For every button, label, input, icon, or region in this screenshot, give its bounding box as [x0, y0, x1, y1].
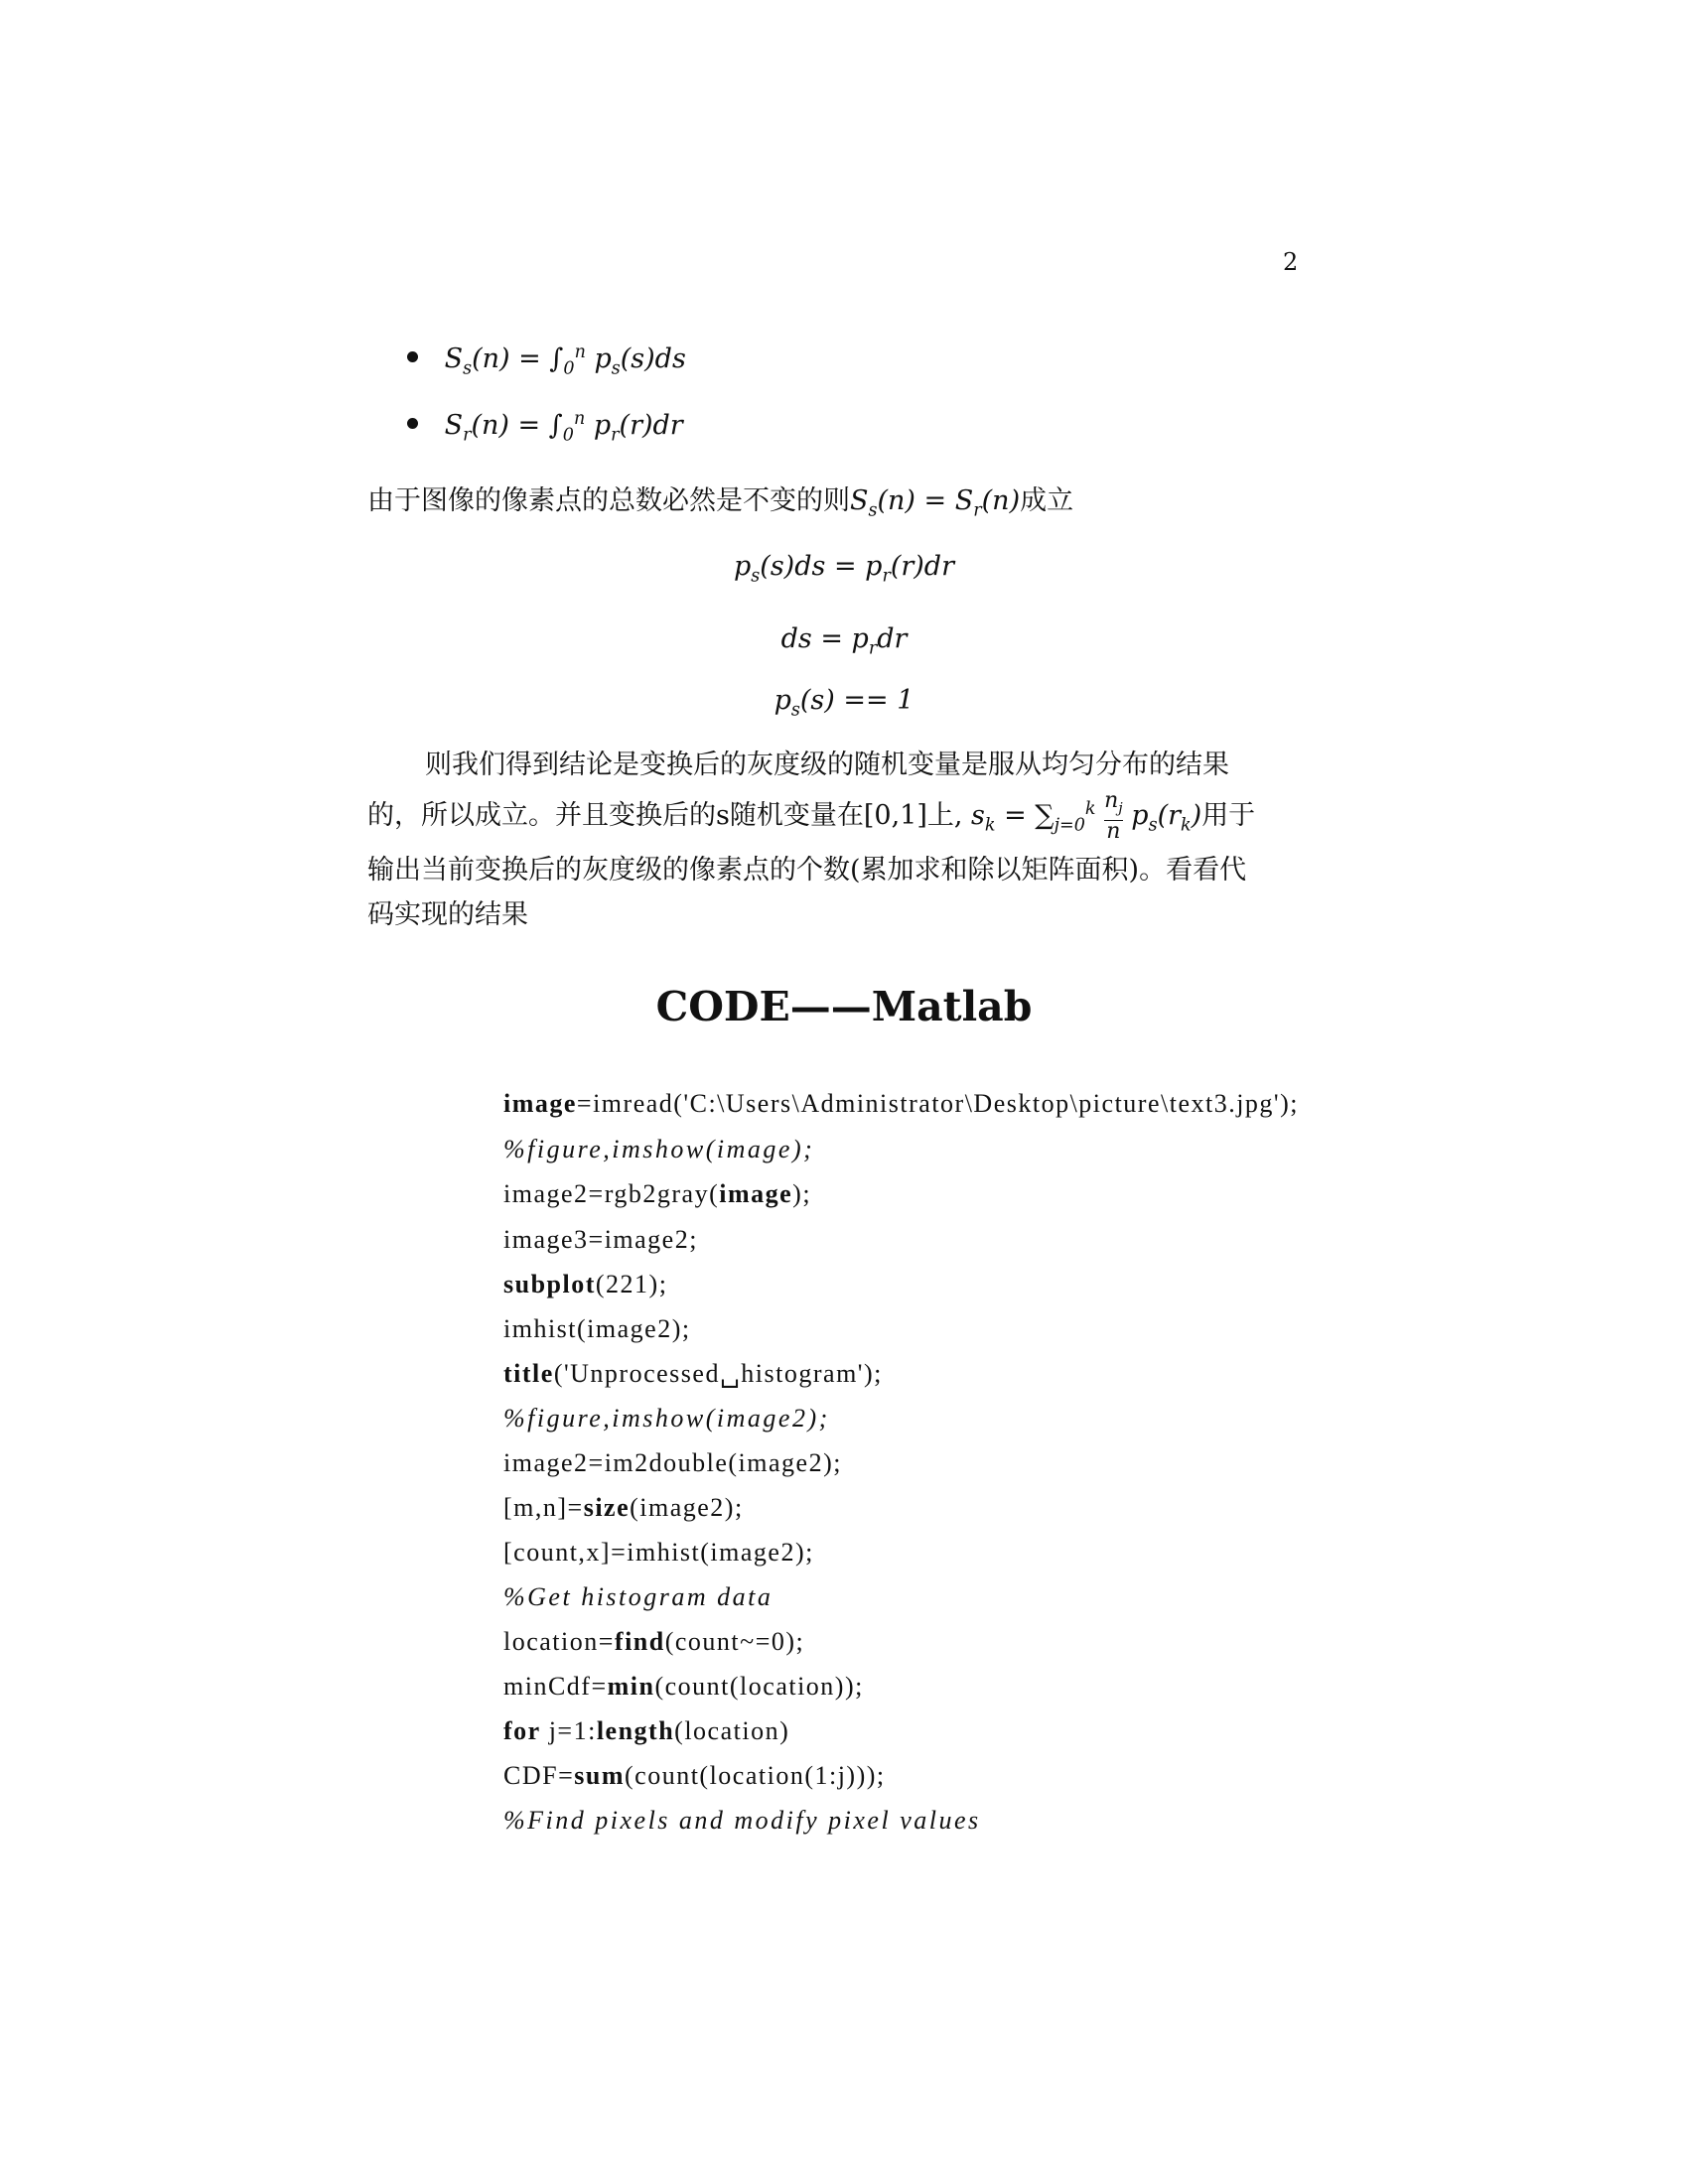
code-comment: %Find pixels and modify pixel values [503, 1806, 981, 1835]
code-line: image=imread('C:\Users\Administrator\Desktop\picture\text3.jpg'); [503, 1089, 1299, 1118]
paragraph-line: 码实现的结果 [367, 899, 528, 931]
equation: $p_s(s) == 1$ [774, 685, 914, 721]
section-heading: CODE——Matlab [655, 983, 1033, 1030]
equation: $p_s(s)ds = p_r(r)dr$ [734, 551, 954, 587]
formula: $S_r(n) = \int_0^n$ $p_r(r)dr$ [444, 409, 683, 446]
code-line: CDF=sum(count(location(1:j))); [503, 1761, 886, 1790]
statement-line: 由于图像的像素点的总数必然是不变的则$S_s(n) = S_r(n)$成立 [367, 485, 1074, 521]
bullet-item [407, 342, 686, 378]
bullet-dot-icon [407, 351, 418, 362]
code-line: image3=image2; [503, 1225, 698, 1254]
paragraph-line: 的，所以成立。并且变换后的s随机变量在[0,1]上, $s_k = \sum_{j=0}^k$ $\frac{n_j}{n}$ $p_s(r_k)$用于 [367, 788, 1256, 844]
formula: $S_s(n) = \int_0^n$ $p_s(s)ds$ [444, 342, 686, 379]
equation: ds = $p_rdr$ [780, 623, 908, 659]
code-line: [count,x]=imhist(image2); [503, 1538, 814, 1567]
code-line: title('Unprocessed␣histogram'); [503, 1359, 883, 1388]
code-comment: %figure,imshow(image); [503, 1135, 815, 1163]
code-line: subplot(221); [503, 1270, 668, 1298]
code-line: [m,n]=size(image2); [503, 1493, 744, 1522]
code-line: image2=im2double(image2); [503, 1448, 842, 1477]
code-line: imhist(image2); [503, 1314, 691, 1343]
conclusion-paragraph [367, 743, 1311, 937]
bullet-dot-icon [407, 418, 418, 429]
code-comment: %figure,imshow(image2); [503, 1404, 830, 1433]
code-line: location=find(count~=0); [503, 1627, 805, 1656]
bullet-item [407, 409, 683, 445]
paragraph-line: 则我们得到结论是变换后的灰度级的随机变量是服从均匀分布的结果 [425, 750, 1229, 780]
paragraph-line: 输出当前变换后的灰度级的像素点的个数(累加求和除以矩阵面积)。看看代 [367, 855, 1247, 887]
page-number: 2 [1283, 248, 1299, 276]
code-line: minCdf=min(count(location)); [503, 1672, 864, 1701]
code-line: image2=rgb2gray(image); [503, 1179, 812, 1208]
code-comment: %Get histogram data [503, 1582, 774, 1611]
code-line: for j=1:length(location) [503, 1716, 790, 1745]
